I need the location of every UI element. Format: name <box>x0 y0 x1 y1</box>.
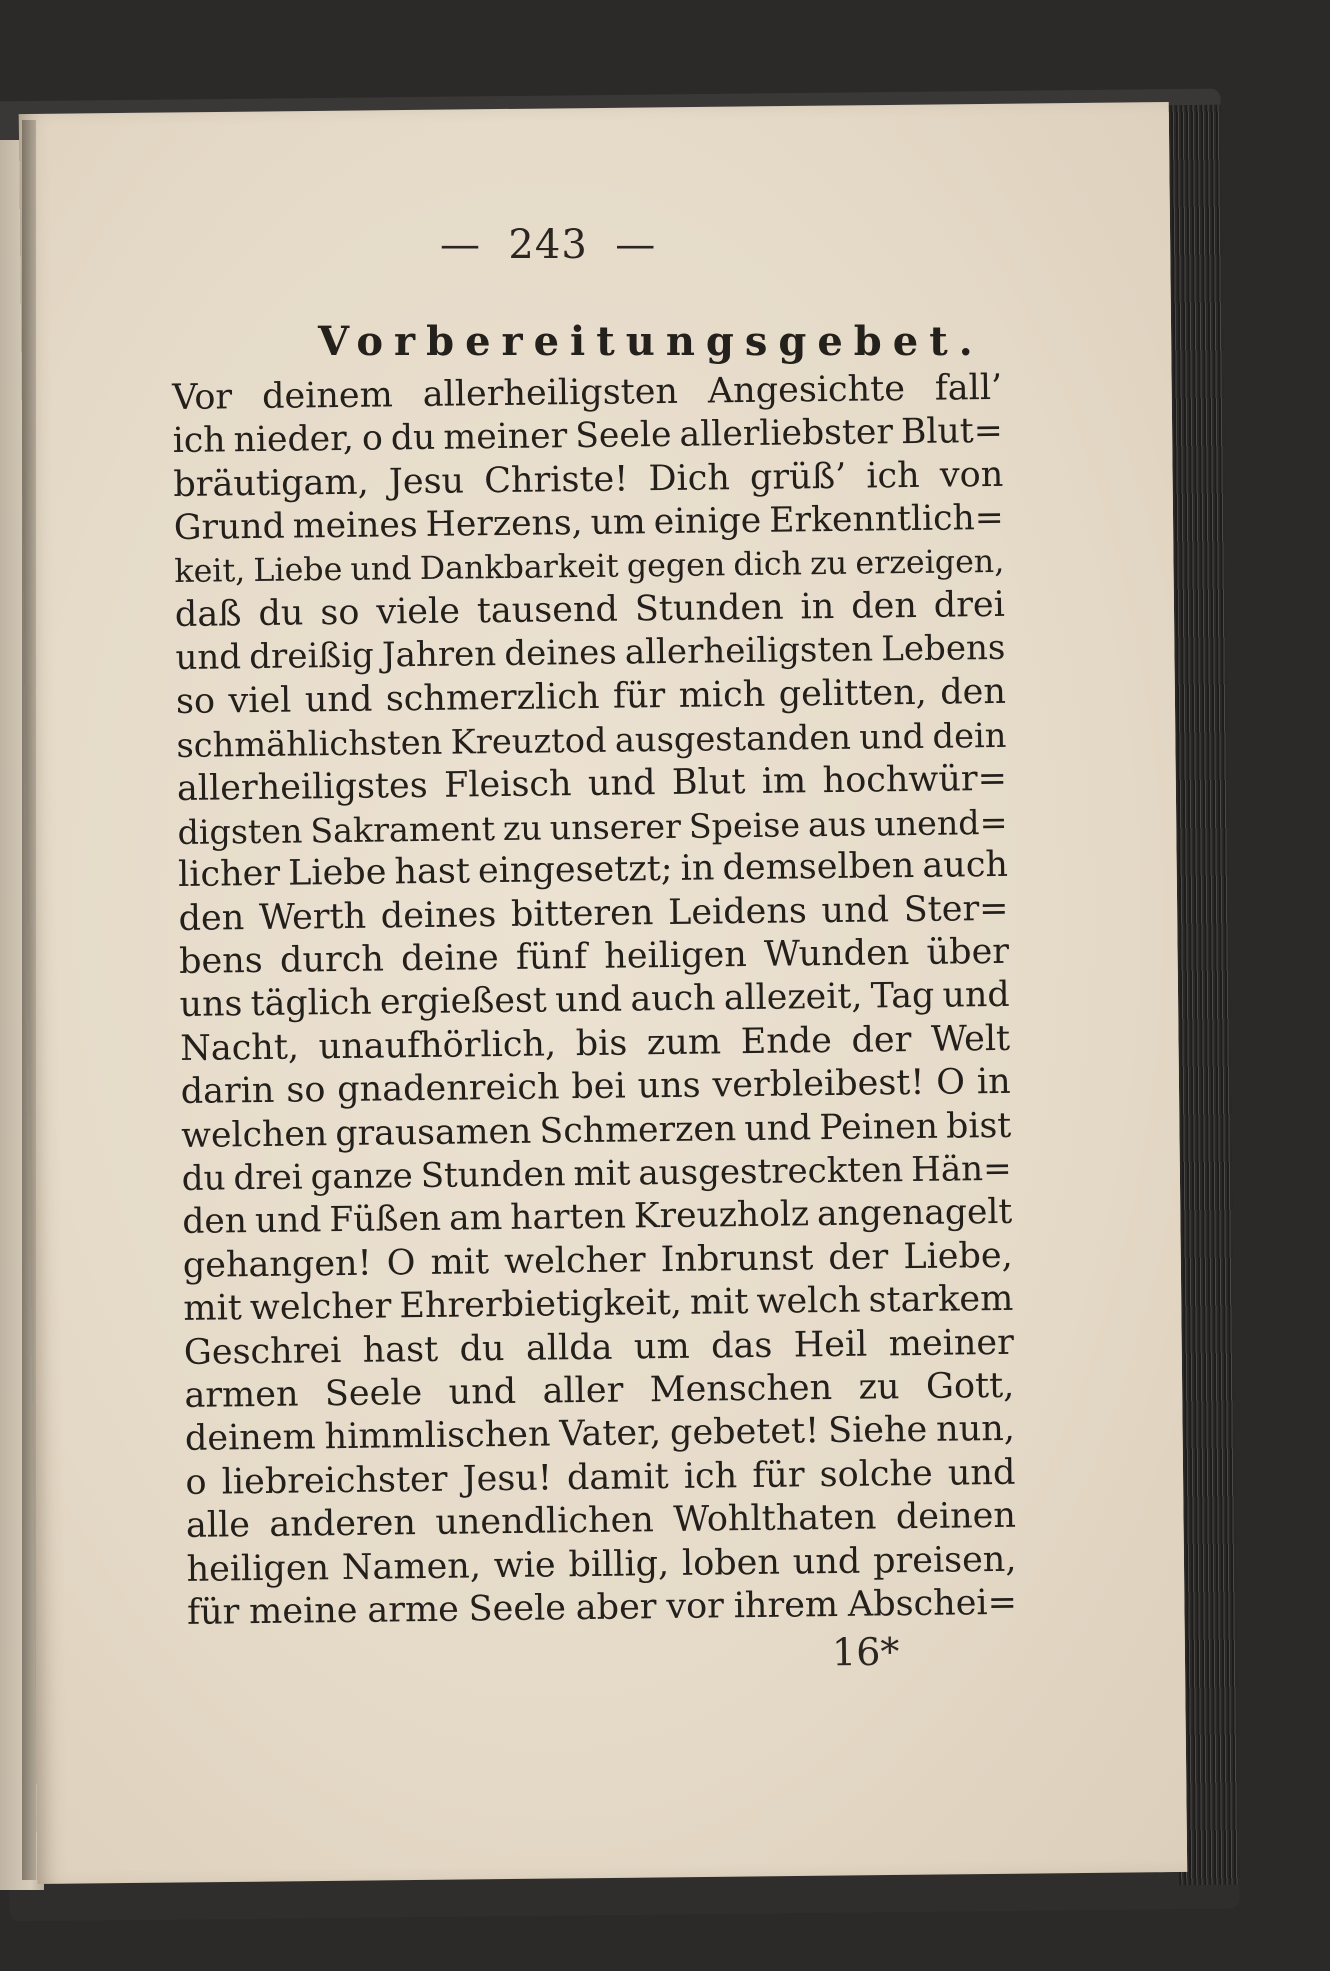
text-line: Geschrei hast du allda um das Heil meiner <box>183 1322 1015 1373</box>
text-line: daß du so viele tausend Stunden in den drei <box>174 584 1006 635</box>
text-line: allerheiligstes Fleisch und Blut im hochwür= <box>176 758 1008 809</box>
text-line: mit welcher Ehrerbietigkeit, mit welch starkem <box>183 1278 1014 1330</box>
text-line: keit, Liebe und Dankbarkeit gegen dich zu erzeigen, <box>174 543 1005 590</box>
text-line: armen Seele und aller Menschen zu Gott, <box>184 1365 1015 1416</box>
text-line: bens durch deine fünf heiligen Wunden über <box>178 931 1010 983</box>
text-line: licher Liebe hast eingesetzt; in demselben auch <box>177 845 1009 896</box>
text-line: ich nieder, o du meiner Seele allerliebster Blut= <box>172 411 1003 462</box>
text-line: den Werth deines bitteren Leidens und Ster= <box>178 888 1009 939</box>
text-line: deinem himmlischen Vater, gebetet! Siehe nun, <box>184 1409 1016 1460</box>
text-line: uns täglich ergießest und auch allezeit, Tag und <box>179 975 1010 1026</box>
text-line: Nacht, unaufhörlich, bis zum Ende der Welt <box>179 1018 1011 1069</box>
text-line: und dreißig Jahren deines allerheiligsten Lebens <box>175 628 1006 679</box>
text-line: für meine arme Seele aber vor ihrem Abschei= <box>186 1582 1018 1633</box>
text-line: schmählichsten Kreuztod ausgestanden und dein <box>176 715 1007 766</box>
page-number: — 243 — <box>440 222 657 268</box>
text-line: heiligen Namen, wie billig, loben und preisen, <box>186 1539 1017 1590</box>
text-line: Vor deinem allerheiligsten Angesichte fall’ <box>172 367 1003 418</box>
text-line: so viel und schmerzlich für mich gelitten, den <box>175 671 1007 722</box>
book-gutter <box>22 120 36 1880</box>
text-line: du drei ganze Stunden mit ausgestreckten Hän= <box>181 1148 1012 1199</box>
text-line: gehangen! O mit welcher Inbrunst der Liebe, <box>182 1235 1013 1286</box>
prayer-text <box>172 367 1017 1635</box>
text-line: welchen grausamen Schmerzen und Peinen bist <box>181 1105 1012 1156</box>
text-line: bräutigam, Jesu Christe! Dich grüß’ ich von <box>173 454 1004 505</box>
text-line: o liebreichster Jesu! damit ich für solche und <box>185 1452 1016 1503</box>
text-line: Grund meines Herzens, um einige Erkenntlich= <box>173 498 1004 549</box>
text-line: alle anderen unendlichen Wohlthaten deinen <box>185 1495 1017 1547</box>
text-line: digsten Sakrament zu unserer Speise aus unend= <box>177 802 1008 852</box>
signature-mark: 16* <box>831 1629 900 1675</box>
section-heading: Vorbereitungsgebet. <box>318 318 984 365</box>
text-line: den und Füßen am harten Kreuzholz angenagelt <box>182 1192 1013 1243</box>
text-line: darin so gnadenreich bei uns verbleibest! O in <box>180 1062 1011 1113</box>
